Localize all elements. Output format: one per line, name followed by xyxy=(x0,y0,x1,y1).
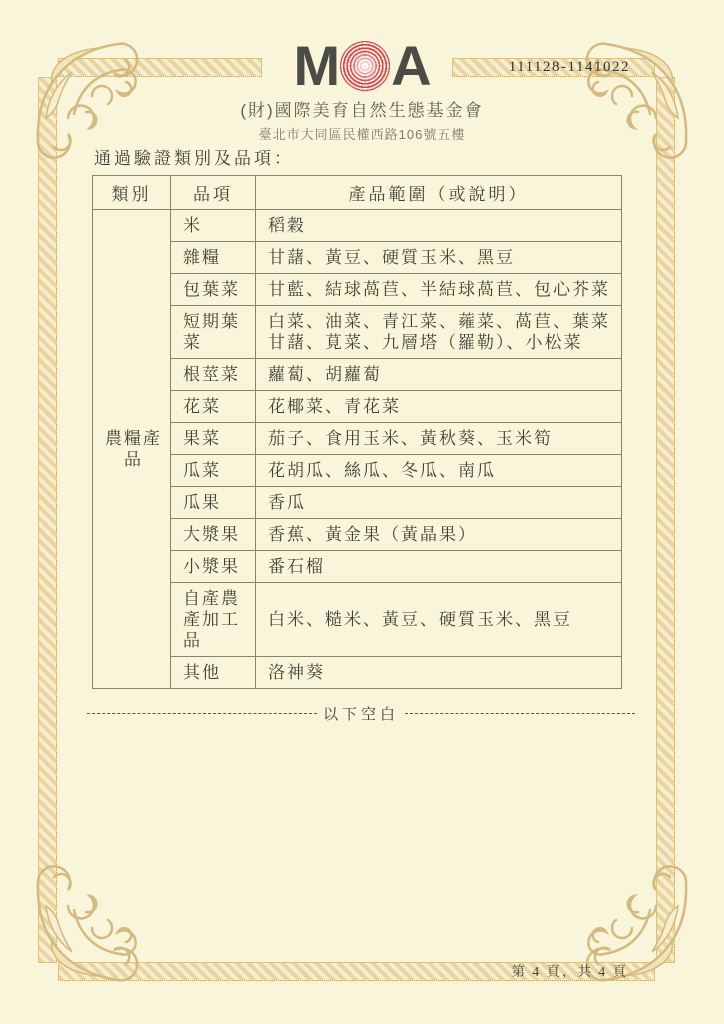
item-cell: 其他 xyxy=(171,657,256,689)
logo-letter-m: M xyxy=(293,34,340,97)
table-row xyxy=(93,274,622,306)
table-row xyxy=(93,487,622,519)
item-cell: 雜糧 xyxy=(171,242,256,274)
certificate-number: 111128-1141022 xyxy=(508,59,630,75)
item-cell: 米 xyxy=(171,210,256,242)
item-cell: 根莖菜 xyxy=(171,359,256,391)
item-cell: 瓜果 xyxy=(171,487,256,519)
item-cell: 瓜菜 xyxy=(171,455,256,487)
border-band-right xyxy=(656,77,675,963)
table-row xyxy=(93,519,622,551)
corner-flourish-icon xyxy=(22,852,172,1002)
table-row xyxy=(93,210,622,242)
border-band-left xyxy=(38,77,57,963)
organization-address: 臺北市大同區民權西路106號五樓 xyxy=(258,127,466,142)
scope-cell: 香瓜 xyxy=(256,487,622,519)
scope-cell: 白菜、油菜、青江菜、蕹菜、萵苣、葉菜甘藷、莧菜、九層塔（羅勒）、小松菜 xyxy=(256,306,622,359)
dashed-line xyxy=(87,713,317,714)
table-row xyxy=(93,583,622,657)
table-row xyxy=(93,242,622,274)
scope-cell: 香蕉、黃金果（黃晶果） xyxy=(256,519,622,551)
scope-cell: 甘藷、黃豆、硬質玉米、黑豆 xyxy=(256,242,622,274)
document-header xyxy=(0,34,724,143)
page-indicator: 第 4 頁，共 4 頁 xyxy=(511,964,628,979)
red-rings-icon xyxy=(340,41,390,91)
table-row xyxy=(93,423,622,455)
logo-letter-a: A xyxy=(391,34,431,97)
scope-cell: 甘藍、結球萵苣、半結球萵苣、包心芥菜 xyxy=(256,274,622,306)
scope-cell: 稻穀 xyxy=(256,210,622,242)
scope-cell: 番石榴 xyxy=(256,551,622,583)
table-row xyxy=(93,657,622,689)
item-cell: 小漿果 xyxy=(171,551,256,583)
item-cell: 果菜 xyxy=(171,423,256,455)
table-row xyxy=(93,455,622,487)
item-cell: 短期葉菜 xyxy=(171,306,256,359)
scope-cell: 茄子、食用玉米、黃秋葵、玉米筍 xyxy=(256,423,622,455)
category-cell: 農糧產品 xyxy=(93,210,171,689)
section-title: 通過驗證類別及品項： xyxy=(94,149,294,168)
header-scope: 產品範圍（或說明） xyxy=(256,176,622,210)
main-content xyxy=(92,144,622,724)
item-cell: 自產農產加工品 xyxy=(171,583,256,657)
moa-logo xyxy=(293,34,431,97)
organization-name: (財)國際美育自然生態基金會 xyxy=(240,101,484,120)
item-cell: 花菜 xyxy=(171,391,256,423)
header-category: 類別 xyxy=(93,176,171,210)
table-row xyxy=(93,551,622,583)
dashed-line xyxy=(405,713,635,714)
table-header-row xyxy=(93,176,622,210)
cert-table-body xyxy=(93,210,622,689)
scope-cell: 白米、糙米、黃豆、硬質玉米、黑豆 xyxy=(256,583,622,657)
certified-items-table xyxy=(92,175,622,689)
scope-cell: 洛神葵 xyxy=(256,657,622,689)
item-cell: 大漿果 xyxy=(171,519,256,551)
blank-below-divider xyxy=(87,703,635,724)
scope-cell: 蘿蔔、胡蘿蔔 xyxy=(256,359,622,391)
item-cell: 包葉菜 xyxy=(171,274,256,306)
scope-cell: 花胡瓜、絲瓜、冬瓜、南瓜 xyxy=(256,455,622,487)
table-row xyxy=(93,359,622,391)
table-row xyxy=(93,306,622,359)
blank-note-label: 以下空白 xyxy=(323,707,400,723)
header-item: 品項 xyxy=(171,176,256,210)
table-row xyxy=(93,391,622,423)
scope-cell: 花椰菜、青花菜 xyxy=(256,391,622,423)
